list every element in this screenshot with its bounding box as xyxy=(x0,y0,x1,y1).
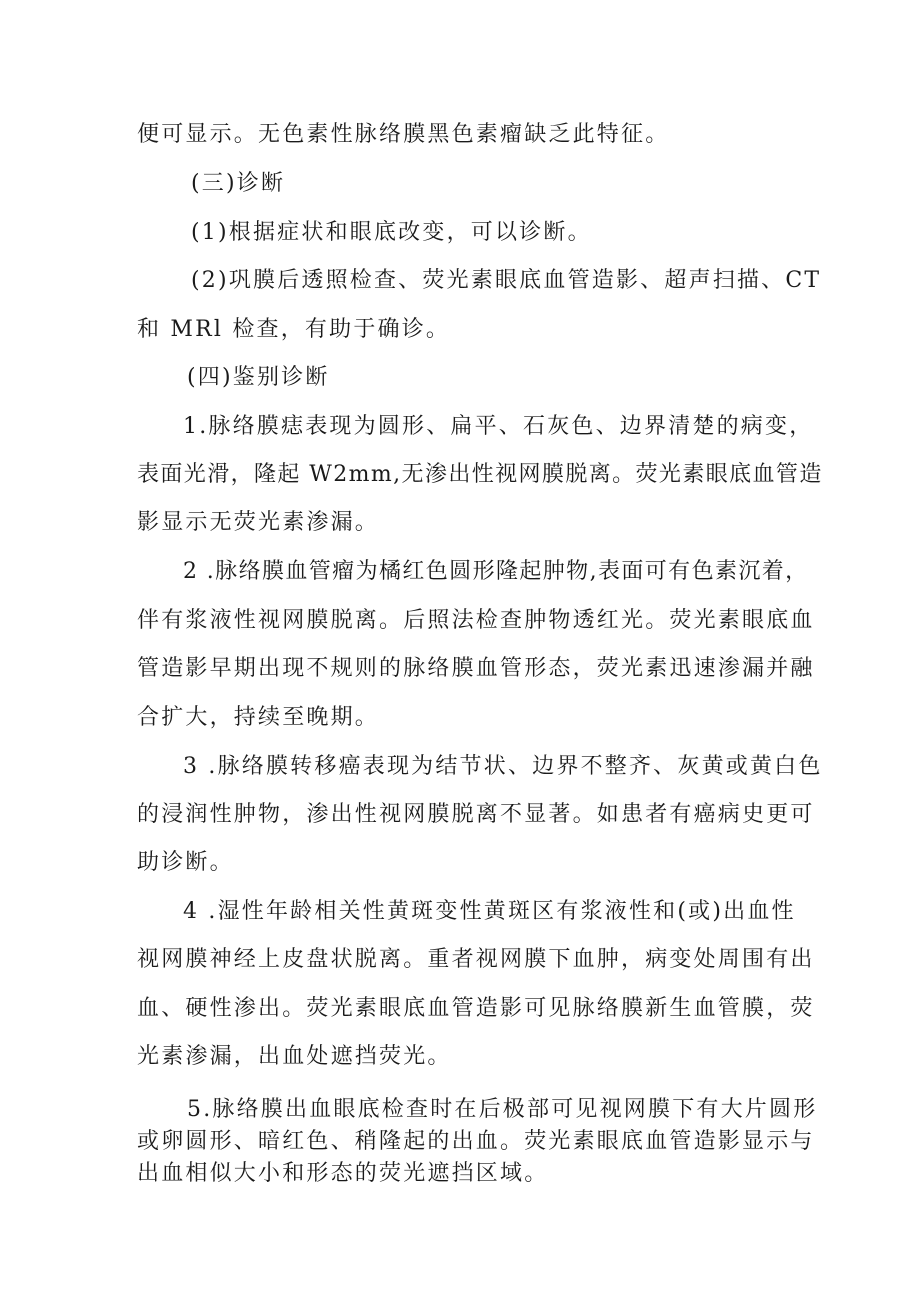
text-line-5: 和 MRl 检查，有助于确诊。 xyxy=(137,317,451,342)
text-line-10: 2 .脉络膜血管瘤为橘红色圆形隆起肿物,表面可有色素沉着， xyxy=(183,559,809,584)
text-line-15: 的浸润性肿物，渗出性视网膜脱离不显著。如患者有癌病史更可 xyxy=(137,802,815,827)
text-line-17: 4 .湿性年龄相关性黄斑变性黄斑区有浆液性和(或)出血性 xyxy=(183,899,796,924)
text-line-14: 3 .脉络膜转移癌表现为结节状、边界不整齐、灰黄或黄白色 xyxy=(183,754,823,779)
section-heading-differential: (四)鉴别诊断 xyxy=(187,365,330,390)
text-line-18: 视网膜神经上皮盘状脱离。重者视网膜下血肿，病变处周围有出 xyxy=(137,947,815,972)
text-line-13: 合扩大，持续至晚期。 xyxy=(137,705,380,730)
text-line-12: 管造影早期出现不规则的脉络膜血管形态，荧光素迅速渗漏并融 xyxy=(137,656,815,681)
text-line-1: 便可显示。无色素性脉络膜黑色素瘤缺乏此特征。 xyxy=(137,122,670,147)
text-line-21: 5.脉络膜出血眼底检查时在后极部可见视网膜下有大片圆形 xyxy=(187,1097,818,1122)
text-line-20: 光素渗漏，出血处遮挡荧光。 xyxy=(137,1044,452,1069)
text-line-23: 出血相似大小和形态的荧光遮挡区域。 xyxy=(137,1161,549,1186)
text-line-3: (1)根据症状和眼底改变，可以诊断。 xyxy=(191,220,592,245)
text-line-22: 或卵圆形、暗红色、稍隆起的出血。荧光素眼底血管造影显示与 xyxy=(137,1129,815,1154)
text-line-9: 影显示无荧光素渗漏。 xyxy=(137,510,380,535)
text-line-8: 表面光滑，隆起 W2mm,无渗出性视网膜脱离。荧光素眼底血管造 xyxy=(137,462,823,487)
text-line-16: 助诊断。 xyxy=(137,850,234,875)
text-line-11: 伴有浆液性视网膜脱离。后照法检查肿物透红光。荧光素眼底血 xyxy=(137,608,815,633)
text-line-4: (2)巩膜后透照检查、荧光素眼底血管造影、超声扫描、CT xyxy=(191,268,822,293)
text-line-7: 1.脉络膜痣表现为圆形、扁平、石灰色、边界清楚的病变， xyxy=(183,414,814,439)
section-heading-diagnosis: (三)诊断 xyxy=(191,171,286,196)
text-line-19: 血、硬性渗出。荧光素眼底血管造影可见脉络膜新生血管膜，荧 xyxy=(137,996,815,1021)
